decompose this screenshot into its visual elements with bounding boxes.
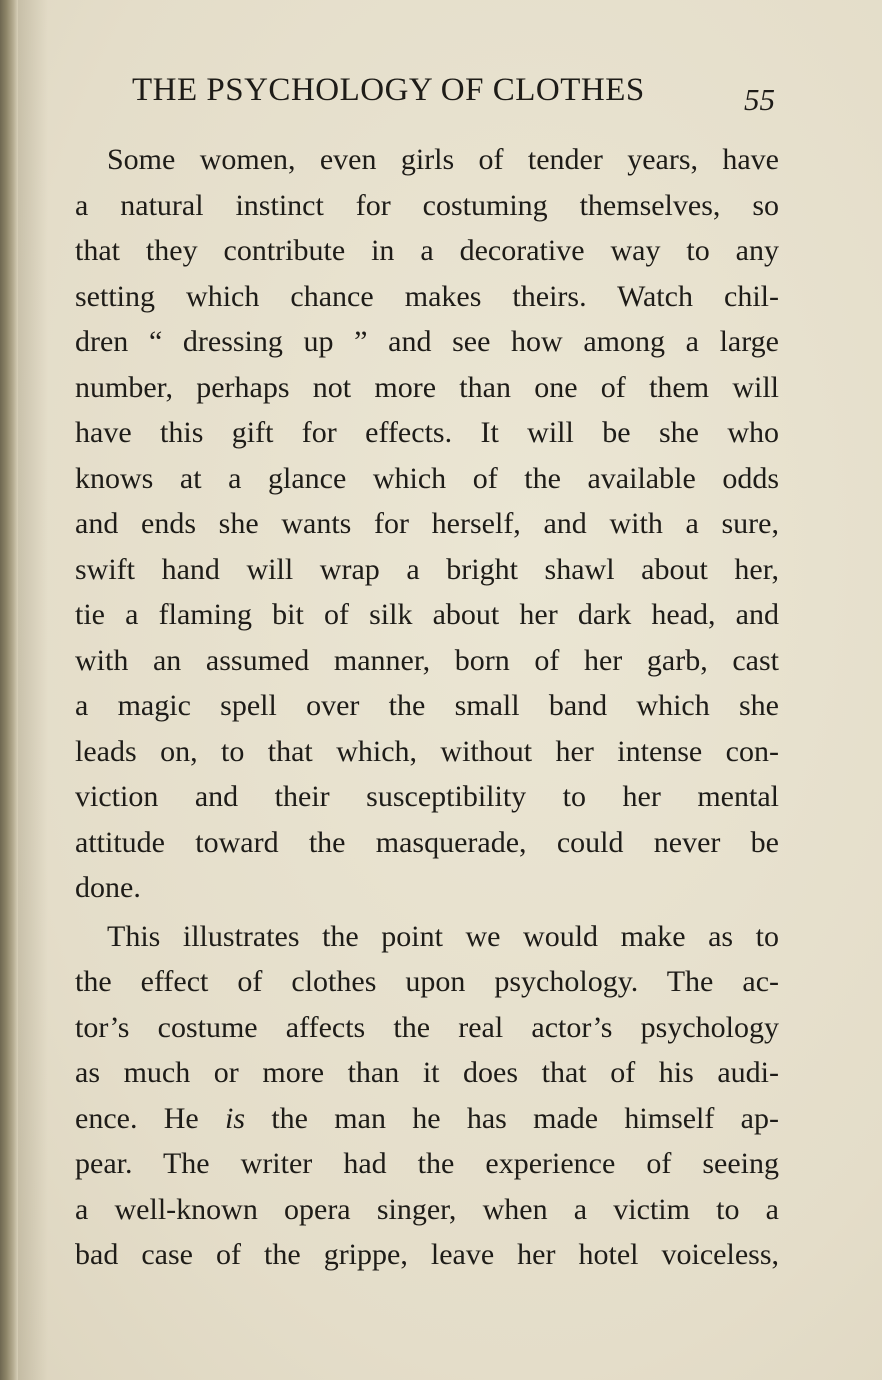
spine-shadow [18, 0, 48, 1380]
text-line: and ends she wants for herself, and with a sure, [75, 507, 779, 540]
page-number: 55 [744, 82, 775, 117]
text-line: pear. The writer had the experience of seeing [75, 1147, 779, 1180]
text-line: done. [75, 871, 141, 904]
text-line: swift hand will wrap a bright shawl about her, [75, 552, 779, 586]
text-line: dren “ dressing up ” and see how among a large [75, 325, 779, 358]
text-line: This illustrates the point we would make as to [107, 919, 779, 953]
paragraph-2 [75, 914, 779, 1278]
text-line: bad case of the grippe, leave her hotel voiceless, [75, 1238, 779, 1271]
text-line: as much or more than it does that of his audi- [75, 1056, 779, 1089]
text-line: number, perhaps not more than one of them will [75, 370, 779, 404]
text-line: knows at a glance which of the available odds [75, 461, 779, 495]
text-line: setting which chance makes theirs. Watch chil- [75, 279, 779, 313]
text-line: Some women, even girls of tender years, have [107, 143, 779, 176]
text-line: attitude toward the masquerade, could never be [75, 825, 779, 859]
text-line: a well-known opera singer, when a victim to a [75, 1192, 779, 1226]
paragraph-1 [75, 137, 779, 911]
body-text [75, 137, 779, 1278]
text-line: tor’s costume affects the real actor’s psychology [75, 1010, 779, 1044]
text-line: viction and their susceptibility to her mental [75, 780, 779, 813]
book-spine [0, 0, 18, 1380]
text-line: the effect of clothes upon psychology. The ac- [75, 965, 779, 998]
text-segment: ence. [75, 1101, 138, 1135]
text-segment: He [163, 1101, 199, 1135]
text-line-mixed [75, 1096, 779, 1142]
running-title: THE PSYCHOLOGY OF CLOTHES [132, 72, 645, 108]
italic-emphasis: is [225, 1101, 246, 1135]
text-line: leads on, to that which, without her intense con- [75, 734, 779, 768]
text-line: with an assumed manner, born of her garb, cast [75, 643, 779, 677]
text-line: have this gift for effects. It will be she who [75, 416, 779, 449]
text-line: a magic spell over the small band which she [75, 689, 779, 722]
text-line: a natural instinct for costuming themselves, so [75, 188, 779, 222]
text-line: tie a flaming bit of silk about her dark head, and [75, 598, 779, 631]
text-segment: the man he has made himself ap- [271, 1101, 779, 1135]
text-line: that they contribute in a decorative way to any [75, 234, 779, 267]
